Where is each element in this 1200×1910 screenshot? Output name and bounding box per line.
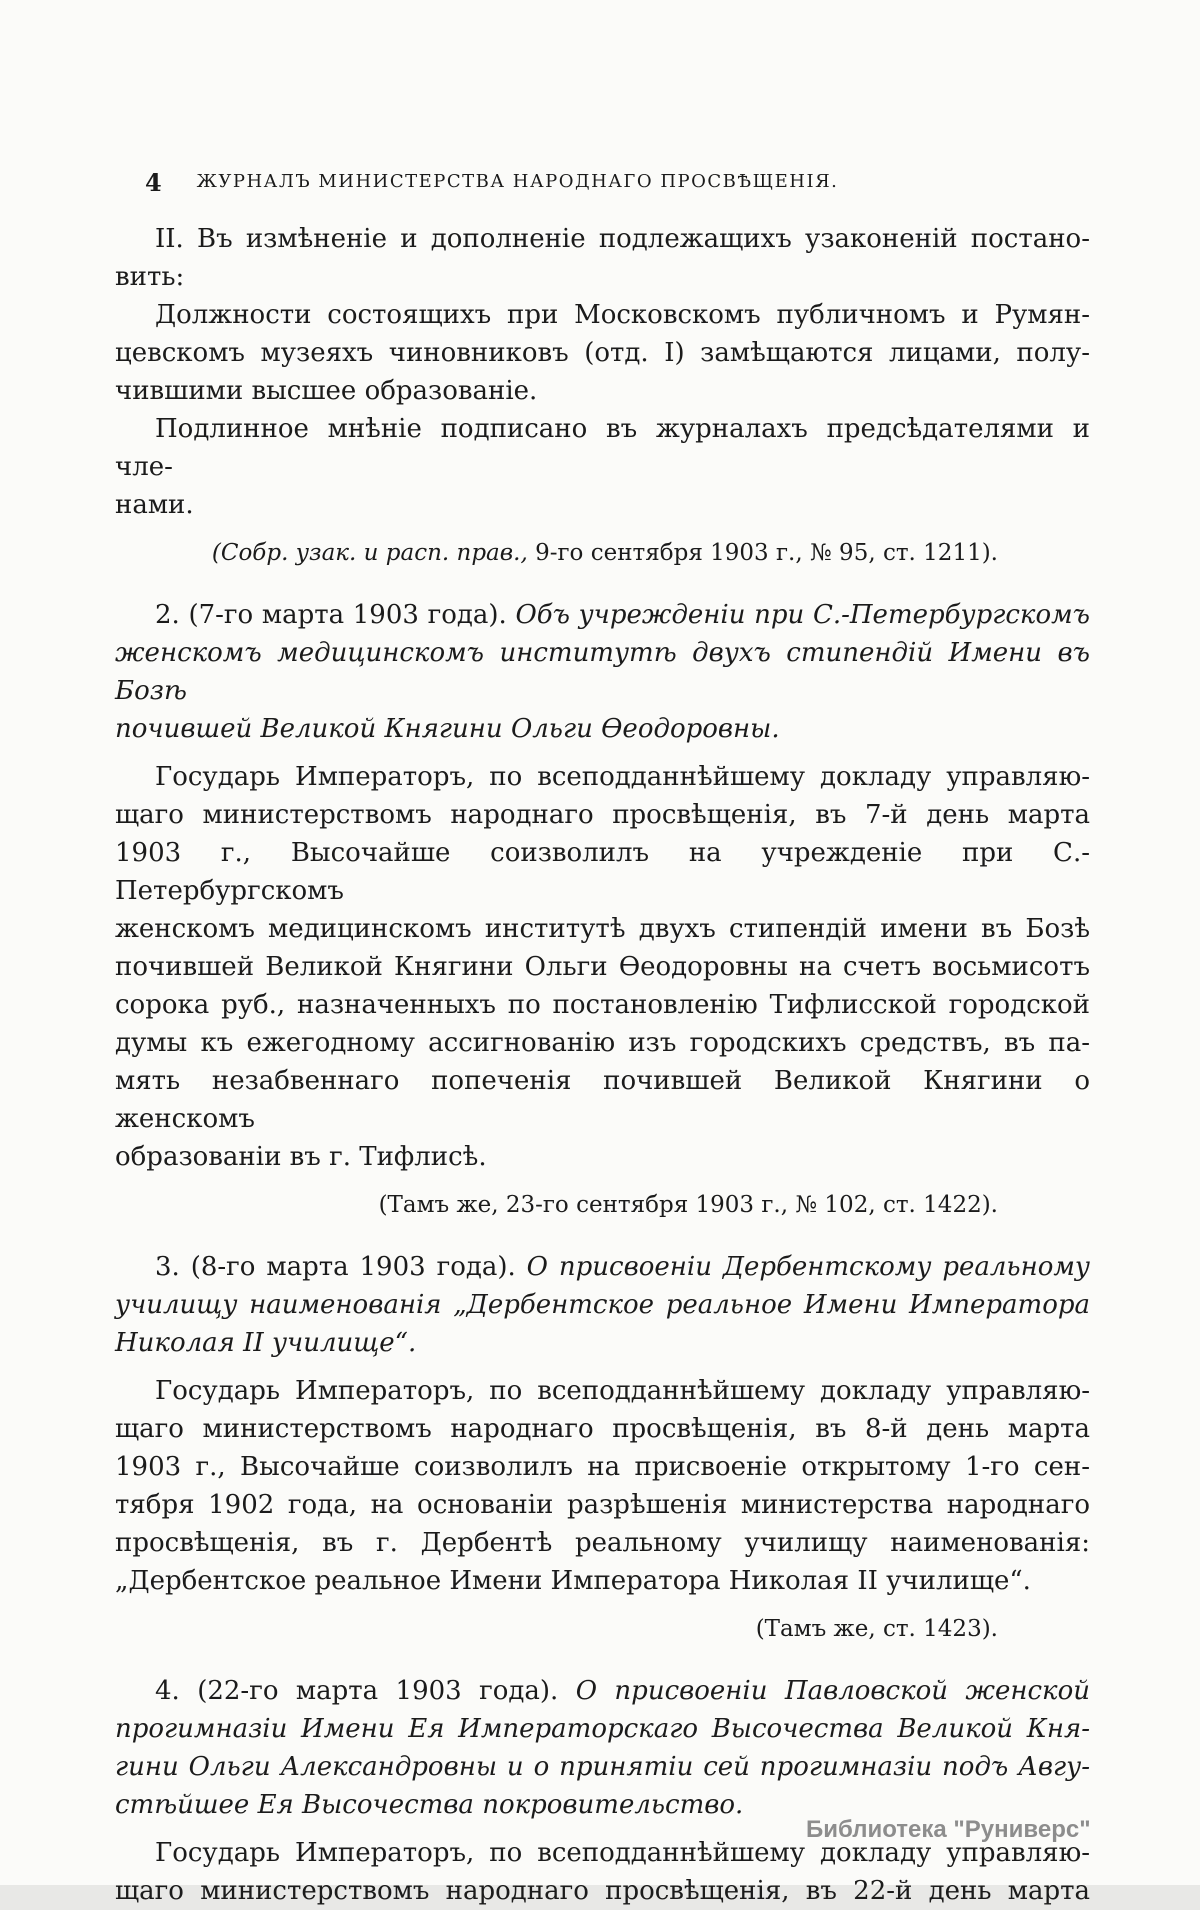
- text-segment: сорока руб., назначенныхъ по постановленію Тифлисской городской: [115, 990, 1090, 1020]
- text-segment: думы къ ежегодному ассигнованію изъ городскихъ средствъ, въ па-: [115, 1028, 1090, 1058]
- text-line: [115, 258, 1090, 296]
- text-line: [115, 596, 1090, 634]
- text-line: [115, 634, 1090, 710]
- text-segment: 2. (7-го марта 1903 года).: [155, 600, 516, 630]
- text-segment: цевскомъ музеяхъ чиновниковъ (отд. I) замѣщаются лицами, полу-: [115, 338, 1090, 368]
- text-line: [115, 758, 1090, 796]
- text-segment: 4. (22-го марта 1903 года).: [155, 1676, 576, 1706]
- section-heading: [115, 1248, 1090, 1362]
- text-segment: 1903 г., Высочайше соизволилъ на присвоеніе открытому 1-го сен-: [115, 1452, 1090, 1482]
- text-line: [115, 1748, 1090, 1786]
- italic-text-segment: стѣйшее Ея Высочества покровительство.: [115, 1790, 744, 1820]
- italic-text-segment: гини Ольги Александровны и о принятіи сей прогимназіи подъ Авгу-: [115, 1752, 1090, 1782]
- text-line: [115, 1372, 1090, 1410]
- italic-text-segment: женскомъ медицинскомъ институтѣ двухъ стипендій Имени въ Бозѣ: [115, 638, 1090, 706]
- italic-text-segment: прогимназіи Имени Ея Императорскаго Высочества Великой Кня-: [115, 1714, 1090, 1744]
- text-line: [115, 486, 1090, 524]
- citation-line: [115, 1610, 1090, 1648]
- text-line: [115, 948, 1090, 986]
- text-line: [115, 1062, 1090, 1138]
- text-segment: вить:: [115, 262, 185, 292]
- text-segment: чившими высшее образованіе.: [115, 376, 538, 406]
- text-line: [115, 1524, 1090, 1562]
- text-column: [115, 168, 1090, 1910]
- italic-text-segment: Объ учрежденіи при С.-Петербургскомъ: [515, 600, 1090, 630]
- text-segment: женскомъ медицинскомъ институтѣ двухъ стипендій имени въ Бозѣ: [115, 914, 1090, 944]
- paragraph-block: [115, 220, 1090, 296]
- text-segment: (Тамъ же, 23-го сентября 1903 г., № 102, ст. 1422).: [378, 1192, 998, 1218]
- text-line: [115, 1672, 1090, 1710]
- text-segment: 1903 г., Высочайше соизволилъ на учрежденіе при С.-Петербургскомъ: [115, 838, 1090, 906]
- text-segment: Должности состоящихъ при Московскомъ публичномъ и Румян-: [155, 300, 1090, 330]
- text-segment: тября 1902 года, на основаніи разрѣшенія министерства народнаго: [115, 1490, 1090, 1520]
- italic-text-segment: училищу наименованія „Дербентское реальное Имени Императора: [115, 1290, 1090, 1320]
- text-line: [115, 1186, 998, 1224]
- text-segment: „Дербентское реальное Имени Императора Николая II училище“.: [115, 1566, 1031, 1596]
- italic-text-segment: Николая II училище“.: [115, 1328, 417, 1358]
- page-number: 4: [145, 168, 162, 197]
- text-line: [115, 834, 1090, 910]
- text-segment: просвѣщенія, въ г. Дербентѣ реальному училищу наименованія:: [115, 1528, 1090, 1558]
- text-segment: 9-го сентября 1903 г., № 95, ст. 1211).: [535, 540, 998, 566]
- text-line: [115, 1138, 1090, 1176]
- paragraph-block: [115, 410, 1090, 524]
- text-segment: почившей Великой Княгини Ольги Ѳеодоровны на счетъ восьмисотъ: [115, 952, 1090, 982]
- text-line: [115, 534, 998, 572]
- section-heading: [115, 1672, 1090, 1824]
- text-line: [115, 796, 1090, 834]
- text-line: [115, 710, 1090, 748]
- text-segment: (Тамъ же, ст. 1423).: [755, 1616, 998, 1642]
- text-line: [115, 1710, 1090, 1748]
- text-segment: мять незабвеннаго попеченія почившей Великой Княгини о женскомъ: [115, 1066, 1090, 1134]
- document-content: [115, 220, 1090, 1910]
- text-line: [115, 1410, 1090, 1448]
- text-segment: образованіи въ г. Тифлисѣ.: [115, 1142, 487, 1172]
- text-segment: Подлинное мнѣніе подписано въ журналахъ предсѣдателями и чле-: [115, 414, 1090, 482]
- paragraph-block: [115, 1834, 1090, 1910]
- text-line: [115, 1024, 1090, 1062]
- text-segment: II. Въ измѣненіе и дополненіе подлежащихъ узаконеній постано-: [155, 224, 1090, 254]
- text-line: [115, 1872, 1090, 1910]
- text-line: [115, 1562, 1090, 1600]
- page-header: [115, 168, 1090, 198]
- text-segment: Государь Императоръ, по всеподданнѣйшему докладу управляю-: [155, 1838, 1090, 1868]
- citation-line: [115, 1186, 1090, 1224]
- text-line: [115, 220, 1090, 258]
- paragraph-block: [115, 296, 1090, 410]
- library-watermark: Библиотека "Руниверс": [806, 1816, 1091, 1843]
- text-segment: нами.: [115, 490, 194, 520]
- text-line: [115, 296, 1090, 334]
- text-line: [115, 986, 1090, 1024]
- italic-text-segment: О присвоеніи Павловской женской: [575, 1676, 1090, 1706]
- text-segment: щаго министерствомъ народнаго просвѣщенія, въ 8-й день марта: [115, 1414, 1090, 1444]
- paragraph-block: [115, 1372, 1090, 1600]
- italic-text-segment: (Собр. узак. и расп. прав.,: [211, 540, 536, 566]
- text-line: [115, 1486, 1090, 1524]
- text-line: [115, 1448, 1090, 1486]
- text-line: [115, 1286, 1090, 1324]
- section-heading: [115, 596, 1090, 748]
- text-line: [115, 1248, 1090, 1286]
- text-line: [115, 334, 1090, 372]
- text-segment: 3. (8-го марта 1903 года).: [155, 1252, 527, 1282]
- text-line: [115, 910, 1090, 948]
- text-line: [115, 372, 1090, 410]
- journal-title: ЖУРНАЛЪ МИНИСТЕРСТВА НАРОДНАГО ПРОСВѢЩЕНІЯ.: [196, 171, 839, 192]
- text-segment: щаго министерствомъ народнаго просвѣщенія, въ 22-й день марта: [115, 1876, 1090, 1906]
- text-line: [115, 1610, 998, 1648]
- text-segment: Государь Императоръ, по всеподданнѣйшему докладу управляю-: [155, 1376, 1090, 1406]
- italic-text-segment: почившей Великой Княгини Ольги Ѳеодоровны.: [115, 714, 780, 744]
- italic-text-segment: О присвоеніи Дербентскому реальному: [526, 1252, 1090, 1282]
- citation-line: [115, 534, 1090, 572]
- text-line: [115, 410, 1090, 486]
- text-line: [115, 1324, 1090, 1362]
- text-segment: Государь Императоръ, по всеподданнѣйшему докладу управляю-: [155, 762, 1090, 792]
- paragraph-block: [115, 758, 1090, 1176]
- text-segment: щаго министерствомъ народнаго просвѣщенія, въ 7-й день марта: [115, 800, 1090, 830]
